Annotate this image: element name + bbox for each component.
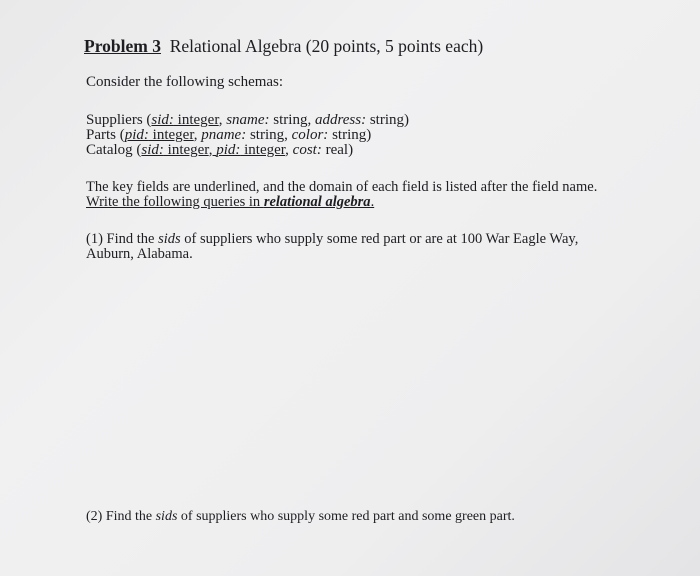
schema-table-name: Suppliers bbox=[86, 112, 143, 128]
question-1: (1) Find the sids of suppliers who supply some red part or are at 100 War Eagle Way, bbox=[86, 231, 579, 247]
schema-table-name: Catalog bbox=[86, 142, 133, 158]
emphasis-relational-algebra: relational algebra bbox=[263, 194, 371, 210]
schema-table-name: Parts bbox=[86, 127, 116, 143]
instruction-line: Write the following queries in relational algebra. bbox=[86, 194, 375, 210]
key-field: sid: integer bbox=[151, 112, 219, 128]
problem-title: Relational Algebra (20 points, 5 points each) bbox=[169, 36, 484, 56]
field-name: pname: bbox=[201, 127, 247, 143]
question-2: (2) Find the sids of suppliers who supply some red part and some green part. bbox=[86, 509, 515, 524]
key-field: sid: integer, pid: integer bbox=[141, 142, 286, 158]
key-field: pid: integer bbox=[124, 127, 194, 143]
schema-catalog: Catalog (sid: integer, pid: integer, cost: real) bbox=[86, 142, 354, 158]
schema-suppliers: Suppliers (sid: integer, sname: string, address: string) bbox=[86, 112, 409, 128]
problem-number: Problem 3 bbox=[84, 36, 161, 56]
intro-text: Consider the following schemas: bbox=[86, 74, 284, 90]
question-1-continued: Auburn, Alabama. bbox=[86, 246, 193, 262]
schema-parts: Parts (pid: integer, pname: string, color: string) bbox=[86, 127, 372, 143]
field-name: sname: bbox=[226, 112, 270, 128]
field-name: cost: bbox=[292, 142, 322, 158]
field-name: address: bbox=[314, 112, 367, 128]
field-name: color: bbox=[291, 127, 329, 143]
problem-heading bbox=[84, 36, 483, 57]
key-fields-note: The key fields are underlined, and the domain of each field is listed after the field name. bbox=[86, 179, 598, 195]
